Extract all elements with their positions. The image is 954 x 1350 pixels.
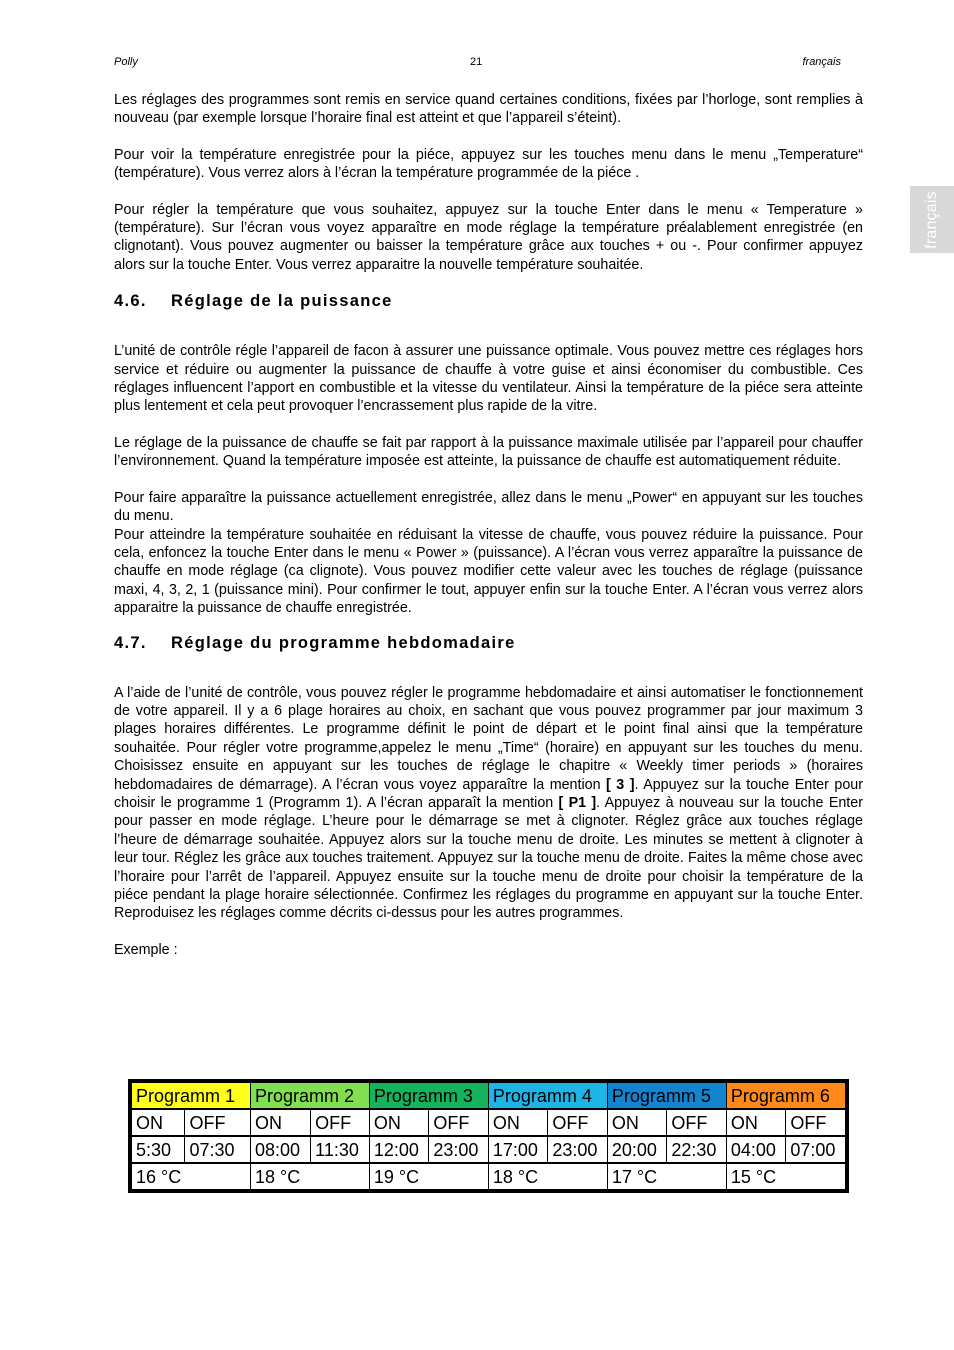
on-off-label-row bbox=[131, 1109, 846, 1136]
text-run: . Appuyez sur la touche Enter pour choisir le programme 1 (Programm 1). A l’écran apparaît la mention bbox=[114, 776, 863, 811]
program-5-header: Programm 5 bbox=[607, 1082, 726, 1109]
program-1-temp: 16 °C bbox=[131, 1163, 250, 1190]
on-label: ON bbox=[488, 1109, 548, 1136]
program-2-temp: 18 °C bbox=[250, 1163, 369, 1190]
on-time: 5:30 bbox=[131, 1136, 185, 1163]
paragraph: Pour régler la température que vous souhaitez, appuyez sur la touche Enter dans le menu « Temperature » (température). Sur l’écran vous voyez apparaître en mode réglage la température préalablement enregistrée (en clignotant). Vous pouvez augmenter ou baisser la température grâce aux touches + ou -. Pour confirmer appuyez alors sur la touche Enter. Vous verrez apparaitre la nouvelle température souhaitée. bbox=[114, 201, 863, 273]
on-label: ON bbox=[726, 1109, 786, 1136]
program-6-temp: 15 °C bbox=[726, 1163, 846, 1190]
paragraph: Pour faire apparaître la puissance actuellement enregistrée, allez dans le menu „Power“ en appuyant sur les touches du menu. bbox=[114, 489, 863, 525]
on-label: ON bbox=[131, 1109, 185, 1136]
off-time: 11:30 bbox=[311, 1136, 370, 1163]
on-time: 04:00 bbox=[726, 1136, 786, 1163]
off-label: OFF bbox=[429, 1109, 489, 1136]
example-label: Exemple : bbox=[114, 941, 178, 958]
page-content bbox=[114, 91, 863, 959]
temperature-row bbox=[131, 1163, 846, 1190]
side-tab-label: français bbox=[923, 190, 940, 249]
program-name-row bbox=[131, 1082, 846, 1109]
program-6-header: Programm 6 bbox=[726, 1082, 846, 1109]
text-run: A l’aide de l’unité de contrôle, vous pouvez régler le programme hebdomadaire et ainsi automatiser le fonctionnement de votre appareil. Il y a 6 plage horaires au choix, en sachant que vous pouvez programmer par jour maximum 3 plages horaires différentes. Le programme définit le point de départ et le point final ainsi que la température souhaitée. Pour régler votre programme,appelez le menu „Time“ (horaire) en appuyant sur les touches du menu. Choisissez ensuite en appuyant sur les touches de réglage le chapitre « Weekly timer periods » (horaires hebdomadaires de démarrage). A l’écran vous voyez apparaître la mention bbox=[114, 684, 863, 793]
section-number: 4.6. bbox=[114, 292, 147, 311]
on-time: 17:00 bbox=[488, 1136, 548, 1163]
program-5-temp: 17 °C bbox=[607, 1163, 726, 1190]
section-number: 4.7. bbox=[114, 633, 147, 652]
program-table bbox=[130, 1081, 847, 1191]
off-label: OFF bbox=[786, 1109, 846, 1136]
on-time: 08:00 bbox=[250, 1136, 310, 1163]
language-side-tab bbox=[910, 186, 954, 253]
off-time: 23:00 bbox=[548, 1136, 608, 1163]
program-2-header: Programm 2 bbox=[250, 1082, 369, 1109]
section-heading-4-6 bbox=[114, 291, 863, 311]
header-doc-name: Polly bbox=[114, 56, 138, 68]
off-time: 07:30 bbox=[185, 1136, 251, 1163]
program-1-header: Programm 1 bbox=[131, 1082, 250, 1109]
program-4-temp: 18 °C bbox=[488, 1163, 607, 1190]
off-time: 07:00 bbox=[786, 1136, 846, 1163]
on-time: 12:00 bbox=[369, 1136, 429, 1163]
off-label: OFF bbox=[548, 1109, 608, 1136]
paragraph bbox=[114, 684, 863, 923]
off-label: OFF bbox=[667, 1109, 727, 1136]
on-label: ON bbox=[607, 1109, 667, 1136]
paragraph: Les réglages des programmes sont remis en service quand certaines conditions, fixées par l’horloge, sont remplies à nouveau (par exemple lorsque l’horaire final est atteint et que l’appareil s’éteint). bbox=[114, 92, 863, 127]
section-title: Réglage du programme hebdomadaire bbox=[171, 633, 516, 652]
section-heading-4-7 bbox=[114, 633, 863, 653]
on-label: ON bbox=[250, 1109, 310, 1136]
program-3-temp: 19 °C bbox=[369, 1163, 488, 1190]
paragraph: L’unité de contrôle régle l’appareil de facon à assurer une puissance optimale. Vous pouvez mettre ces réglages hors service et réduire ou augmenter la puissance de chauffe à votre guise et ainsi économiser du combustible. Ces réglages influencent l’apport en combustible et la vitesse du ventilateur. Ainsi la température de la piéce sera atteinte plus lentement et cela peut provoquer l’encrassement plus rapide de la vitre. bbox=[114, 343, 863, 415]
bold-code-3: [ 3 ] bbox=[606, 776, 635, 793]
off-label: OFF bbox=[185, 1109, 251, 1136]
paragraph: Pour atteindre la température souhaitée en réduisant la vitesse de chauffe, vous pouvez réduire la puissance. Pour cela, enfoncez la touche Enter dans le menu « Power » (puissance). A l’écran vous verrez apparaître la puissance de chauffe en mode réglage (ca clignote). Vous pouvez modifier cette valeur avec les touches de réglage (puissance maxi, 4, 3, 2, 1 (puissance mini). Pour confirmer le tout, appuyer enfin sur la touche Enter. A l’écran vous verrez alors apparaitre la puissance de chauffe enregistrée. bbox=[114, 526, 863, 617]
paragraph: Le réglage de la puissance de chauffe se fait par rapport à la puissance maximale utilisée par l’appareil pour chauffer l’environnement. Quand la température imposée est atteinte, la puissance de chauffe est automatiquement réduite. bbox=[114, 434, 863, 470]
program-4-header: Programm 4 bbox=[488, 1082, 607, 1109]
off-time: 23:00 bbox=[429, 1136, 489, 1163]
section-title: Réglage de la puissance bbox=[171, 292, 393, 311]
time-row bbox=[131, 1136, 846, 1163]
program-3-header: Programm 3 bbox=[369, 1082, 488, 1109]
text-run: . Appuyez à nouveau sur la touche Enter pour passer en mode réglage. L’heure pour le démarrage se met à clignoter. Réglez grâce aux touches réglage l’heure de démarrage souhaitée. Appuyez alors sur la touche menu de droite. Les minutes se mettent à clignoter à leur tour. Réglez les grâce aux touches traitement. Appuyez sur la touche menu de droite. Faites la même chose avec l’horaire pour l’arrêt de l’appareil. Appuyez ensuite sur la touche menu de droite pour choisir la température de la piéce pendant la plage horaire sélectionnée. Confirmez les réglages du programme en appuyant sur la touche Enter. Reproduisez les réglages comme décrits ci-dessus pour les autres programmes. bbox=[114, 794, 863, 922]
bold-code-p1: [ P1 ] bbox=[558, 794, 597, 811]
paragraph: Pour voir la température enregistrée pour la piéce, appuyez sur les touches menu dans le menu „Temperature“ (température). Vous verrez alors à l’écran la température programmée de la piéce . bbox=[114, 146, 863, 182]
header-page-number: 21 bbox=[470, 56, 483, 68]
on-time: 20:00 bbox=[607, 1136, 667, 1163]
off-time: 22:30 bbox=[667, 1136, 727, 1163]
header-language: français bbox=[802, 56, 841, 68]
on-label: ON bbox=[369, 1109, 429, 1136]
off-label: OFF bbox=[311, 1109, 370, 1136]
